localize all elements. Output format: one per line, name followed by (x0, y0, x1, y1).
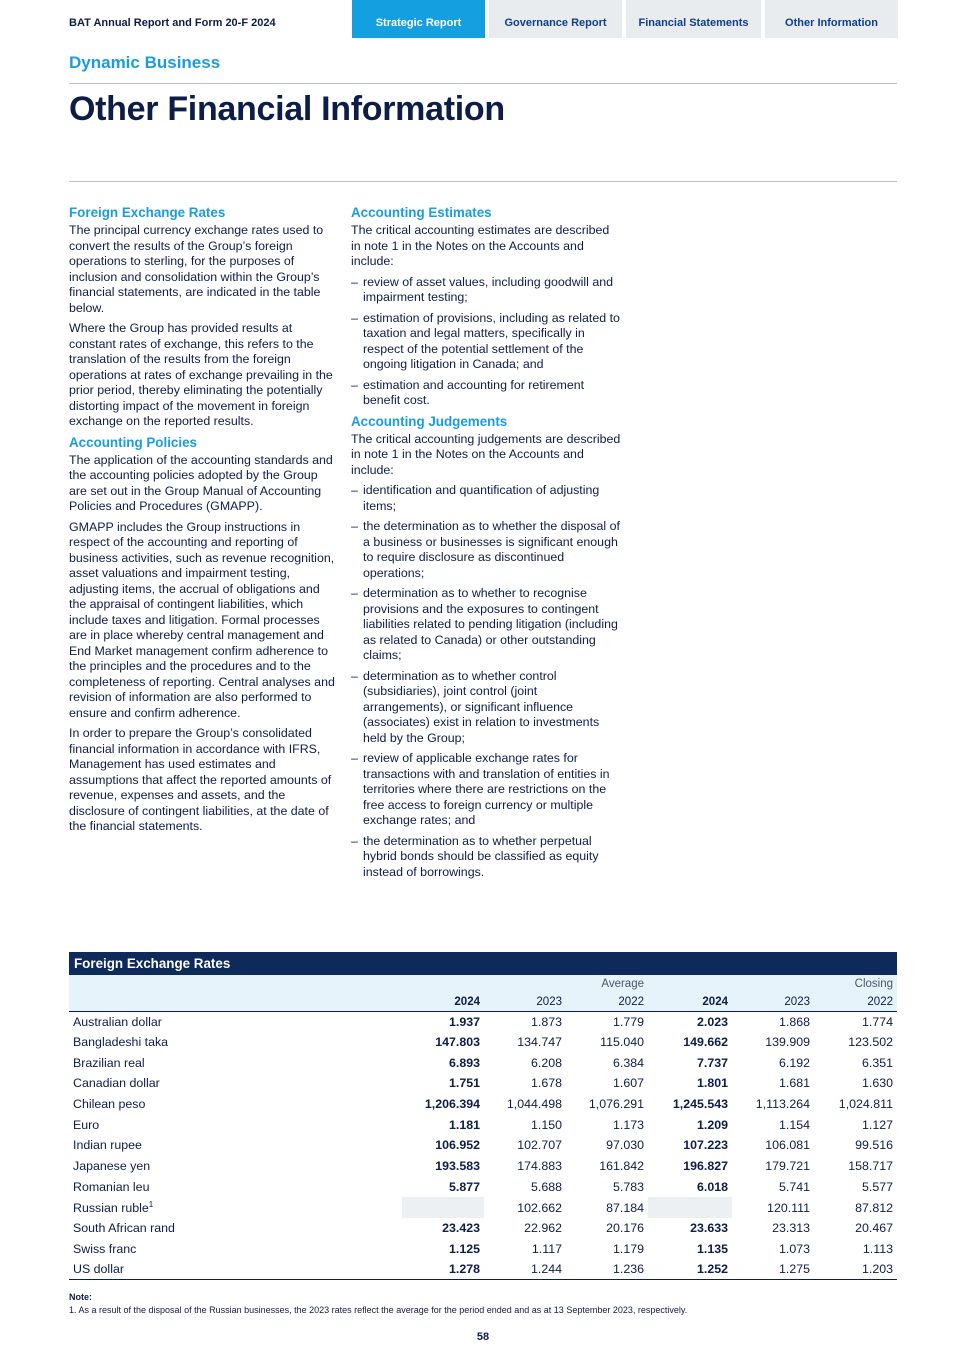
currency-name: Russian ruble$^1$ (73, 1199, 154, 1216)
rate-cell: 1.125 (448, 1241, 480, 1256)
paragraph: The principal currency exchange rates used to convert the results of the Group’s foreign operations to sterling, for the purposes of inclusion and consolidation within the Group’s financial statements, are indicated in the table below. (69, 223, 324, 315)
table-row (69, 1094, 897, 1115)
dash-bullet: – (351, 586, 358, 600)
rate-cell: 97.030 (606, 1138, 644, 1153)
rate-cell: 6.351 (861, 1055, 893, 1070)
list-item: – the determination as to whether the disposal of a business or businesses is significant enough to require disclosure as discontinued operations; (351, 519, 620, 580)
rate-cell: 1,044.498 (506, 1097, 562, 1112)
paragraph: In order to prepare the Group’s consolidated financial information in accordance with IFRS, Management has used estimates and assumptions that affect the reported amounts of revenue, expenses and assets, and the disclosure of contingent liabilities, at the date of the financial statements. (69, 726, 332, 833)
rate-cell: 1.630 (861, 1076, 893, 1091)
rate-cell: 1.150 (530, 1117, 562, 1132)
year-header: 2024 (648, 993, 732, 1011)
document-title: BAT Annual Report and Form 20-F 2024 (69, 17, 276, 29)
rate-cell: 20.176 (606, 1221, 644, 1236)
currency-name: Bangladeshi taka (73, 1035, 169, 1050)
rate-cell: 5.741 (778, 1179, 810, 1194)
rate-cell: 5.877 (448, 1179, 480, 1194)
tab-strategic-report[interactable]: Strategic Report (352, 0, 485, 38)
table-row (69, 1156, 897, 1177)
policies-heading: Accounting Policies (69, 434, 197, 450)
paragraph: GMAPP includes the Group instructions in respect of the accounting and reporting of business activities, such as revenue recognition, asset valuations and impairment testing, adjusting items, the accrual of obligations and the appraisal of contingent liabilities, which include taxes and litigation. Formal processes are in place whereby central management and End Market management confirm adherence to the principles and the procedures and to the completeness of reporting. Central analyses and revision of information are also performed to ensure and confirm adherence. (69, 519, 335, 720)
rate-cell: 23.423 (442, 1221, 480, 1236)
rate-cell: 5.688 (530, 1179, 562, 1194)
rate-cell: 107.223 (683, 1138, 728, 1153)
list-item: – review of asset values, including goodwill and impairment testing; (351, 274, 614, 304)
rate-cell: 22.962 (524, 1221, 562, 1236)
year-header: 2022 (814, 993, 897, 1011)
list-item: – the determination as to whether perpetual hybrid bonds should be classified as equity instead of borrowings. (351, 833, 599, 879)
divider (69, 181, 897, 182)
currency-name: Japanese yen (73, 1159, 151, 1174)
rate-cell (648, 1197, 732, 1218)
list-item: – review of applicable exchange rates for transactions with and translation of entities in territories where there are restrictions on the free access to foreign currency or multiple exchange rates; and (351, 751, 610, 827)
table-row (69, 1011, 897, 1032)
rate-cell (402, 1197, 484, 1218)
fx-heading: Foreign Exchange Rates (69, 205, 226, 220)
rate-cell: 1.801 (696, 1076, 728, 1091)
dash-bullet: – (351, 377, 358, 392)
group-average-label: Average (402, 975, 648, 993)
rate-cell: 7.737 (696, 1055, 728, 1070)
rate-cell: 1.127 (861, 1117, 893, 1132)
rate-cell: 134.747 (517, 1035, 562, 1050)
rate-cell: 102.662 (517, 1200, 562, 1215)
group-closing-label: Closing (648, 975, 897, 993)
rate-cell: 1.236 (566, 1259, 648, 1280)
rate-cell: 1.173 (612, 1117, 644, 1132)
year-header-row (69, 993, 897, 1011)
rate-cell: 2.023 (696, 1014, 728, 1029)
rate-cell: 1.154 (778, 1117, 810, 1132)
rate-cell: 1,245.543 (672, 1097, 728, 1112)
rate-cell: 1.179 (612, 1241, 644, 1256)
estimates-list (351, 275, 621, 409)
section-tabs (352, 0, 898, 38)
rate-cell: 106.952 (435, 1138, 480, 1153)
rate-cell: 179.721 (765, 1159, 810, 1174)
rate-cell: 102.707 (517, 1138, 562, 1153)
divider (69, 83, 897, 84)
rate-cell: 1.774 (861, 1014, 893, 1029)
table-row (69, 1032, 897, 1053)
rate-cell: 23.313 (772, 1221, 810, 1236)
rate-cell: 1.244 (484, 1259, 566, 1280)
currency-name: Brazilian real (73, 1055, 145, 1070)
currency-name: Swiss franc (73, 1241, 137, 1256)
rate-cell: 1.181 (448, 1117, 480, 1132)
rate-cell: 1.113 (862, 1241, 893, 1256)
rate-cell: 6.192 (778, 1055, 810, 1070)
table-row (69, 1259, 897, 1280)
rate-cell: 1.278 (402, 1259, 484, 1280)
dash-bullet: – (351, 751, 358, 765)
fx-table (69, 975, 897, 1280)
table-row (69, 1197, 897, 1218)
judgements-heading: Accounting Judgements (351, 413, 508, 429)
table-row (69, 1239, 897, 1260)
table-row (69, 1135, 897, 1156)
rate-cell: 1.073 (778, 1241, 810, 1256)
rate-cell: 120.111 (767, 1200, 810, 1215)
page-number: 58 (476, 1331, 490, 1343)
judgements-list (351, 483, 621, 880)
section-label: Dynamic Business (69, 53, 221, 72)
rate-cell: 1,113.264 (755, 1097, 810, 1112)
tab-governance-report[interactable]: Governance Report (489, 0, 622, 38)
rate-cell: 1.873 (530, 1014, 562, 1029)
tab-financial-statements[interactable]: Financial Statements (626, 0, 761, 38)
rate-cell: 1.203 (814, 1259, 897, 1280)
rate-cell: 1.937 (448, 1014, 480, 1029)
rate-cell: 5.577 (861, 1179, 893, 1194)
rate-cell: 6.384 (612, 1055, 644, 1070)
currency-name: Indian rupee (73, 1138, 142, 1153)
list-item: – determination as to whether control (subsidiaries), joint control (joint arrangements), or significant influence (associates) exist in relation to investments held by the Group; (351, 668, 600, 745)
rate-cell: 1,024.811 (838, 1097, 893, 1112)
rate-cell: 23.633 (690, 1221, 728, 1236)
group-header-row (69, 975, 897, 993)
table-row (69, 1218, 897, 1239)
rate-cell: 139.909 (765, 1035, 810, 1050)
rate-cell: 1.252 (648, 1259, 732, 1280)
paragraph: Where the Group has provided results at constant rates of exchange, this refers to the translation of the results from the foreign operations at rates of exchange prevailing in the prior period, thereby eliminating the potentially distorting impact of the movement in foreign exchange on the reported results. (69, 321, 333, 428)
rate-cell: 1.779 (612, 1014, 644, 1029)
rate-cell: 1.751 (448, 1076, 480, 1091)
rate-cell: 87.184 (606, 1200, 644, 1215)
rate-cell: 106.081 (765, 1138, 810, 1153)
rate-cell: 1.681 (778, 1076, 810, 1091)
rate-cell: 123.502 (848, 1035, 893, 1050)
currency-name: Canadian dollar (73, 1076, 160, 1091)
year-header: 2023 (484, 993, 566, 1011)
rate-cell: 87.812 (855, 1200, 893, 1215)
paragraph: The critical accounting estimates are described in note 1 in the Notes on the Accounts and include: (351, 223, 610, 268)
left-column (69, 205, 335, 840)
rate-cell: 158.717 (848, 1159, 893, 1174)
right-column (351, 205, 621, 885)
table-row (69, 1052, 897, 1073)
fx-rates-table (69, 952, 897, 1280)
rate-cell: 6.018 (696, 1179, 728, 1194)
rate-cell: 6.208 (530, 1055, 562, 1070)
year-header: 2023 (732, 993, 814, 1011)
rate-cell: 1.117 (531, 1241, 562, 1256)
dash-bullet: – (351, 310, 358, 325)
rate-cell: 149.662 (683, 1035, 728, 1050)
dash-bullet: – (351, 274, 358, 289)
list-item: – estimation of provisions, including as related to taxation and legal matters, specifically in respect of the potential settlement of the ongoing litigation in Canada; and (351, 310, 620, 371)
currency-name: Chilean peso (73, 1097, 146, 1112)
year-header: 2024 (402, 993, 484, 1011)
rate-cell: 1.607 (612, 1076, 644, 1091)
tab-other-information[interactable]: Other Information (765, 0, 898, 38)
rate-cell: 174.883 (517, 1159, 562, 1174)
footnote-marker: 1 (148, 1199, 154, 1209)
rate-cell: 20.467 (855, 1221, 893, 1236)
paragraph: The critical accounting judgements are described in note 1 in the Notes on the Accounts and include: (351, 431, 621, 477)
rate-cell: 193.583 (435, 1159, 480, 1174)
table-row (69, 1177, 897, 1198)
top-bar (0, 0, 966, 38)
dash-bullet: – (351, 668, 358, 683)
list-item: – estimation and accounting for retirement benefit cost. (351, 377, 585, 407)
rate-cell: 1.275 (732, 1259, 814, 1280)
note-text: 1. As a result of the disposal of the Russian businesses, the 2023 rates reflect the average for the period ended and as at 13 September 2023, respectively. (69, 1305, 688, 1315)
rate-cell: 1,076.291 (588, 1097, 644, 1112)
rate-cell: 147.803 (435, 1035, 480, 1050)
list-item: – identification and quantification of adjusting items; (351, 483, 600, 513)
currency-name: Australian dollar (73, 1014, 162, 1029)
rate-cell: 161.842 (599, 1159, 644, 1174)
list-item: – determination as to whether to recognise provisions and the exposures to contingent liabilities related to pending litigation (including as related to Canada) or other outstanding claims; (351, 586, 618, 662)
currency-name: South African rand (73, 1221, 175, 1236)
rate-cell: 6.893 (448, 1055, 480, 1070)
rate-cell: 1,206.394 (424, 1097, 480, 1112)
page-title: Other Financial Information (69, 90, 505, 128)
table-title: Foreign Exchange Rates (69, 952, 897, 975)
currency-name: Romanian leu (73, 1179, 150, 1194)
estimates-heading: Accounting Estimates (351, 205, 492, 220)
rate-cell: 115.040 (600, 1035, 644, 1050)
table-row (69, 1073, 897, 1094)
dash-bullet: – (351, 483, 358, 497)
currency-name: Euro (73, 1117, 100, 1132)
rate-cell: 99.516 (855, 1138, 893, 1153)
note-title: Note: (69, 1292, 92, 1302)
rate-cell: 1.135 (696, 1241, 728, 1256)
year-header: 2022 (566, 993, 648, 1011)
dash-bullet: – (351, 833, 358, 848)
paragraph: The application of the accounting standards and the accounting policies adopted by the Group are set out in the Group Manual of Accounting Policies and Procedures (GMAPP). (69, 452, 333, 513)
currency-name: US dollar (69, 1259, 402, 1280)
rate-cell: 5.783 (612, 1179, 644, 1194)
rate-cell: 1.678 (530, 1076, 562, 1091)
rate-cell: 1.868 (778, 1014, 810, 1029)
rate-cell: 196.827 (683, 1159, 728, 1174)
rate-cell: 1.209 (696, 1117, 728, 1132)
table-row (69, 1114, 897, 1135)
dash-bullet: – (351, 519, 358, 533)
